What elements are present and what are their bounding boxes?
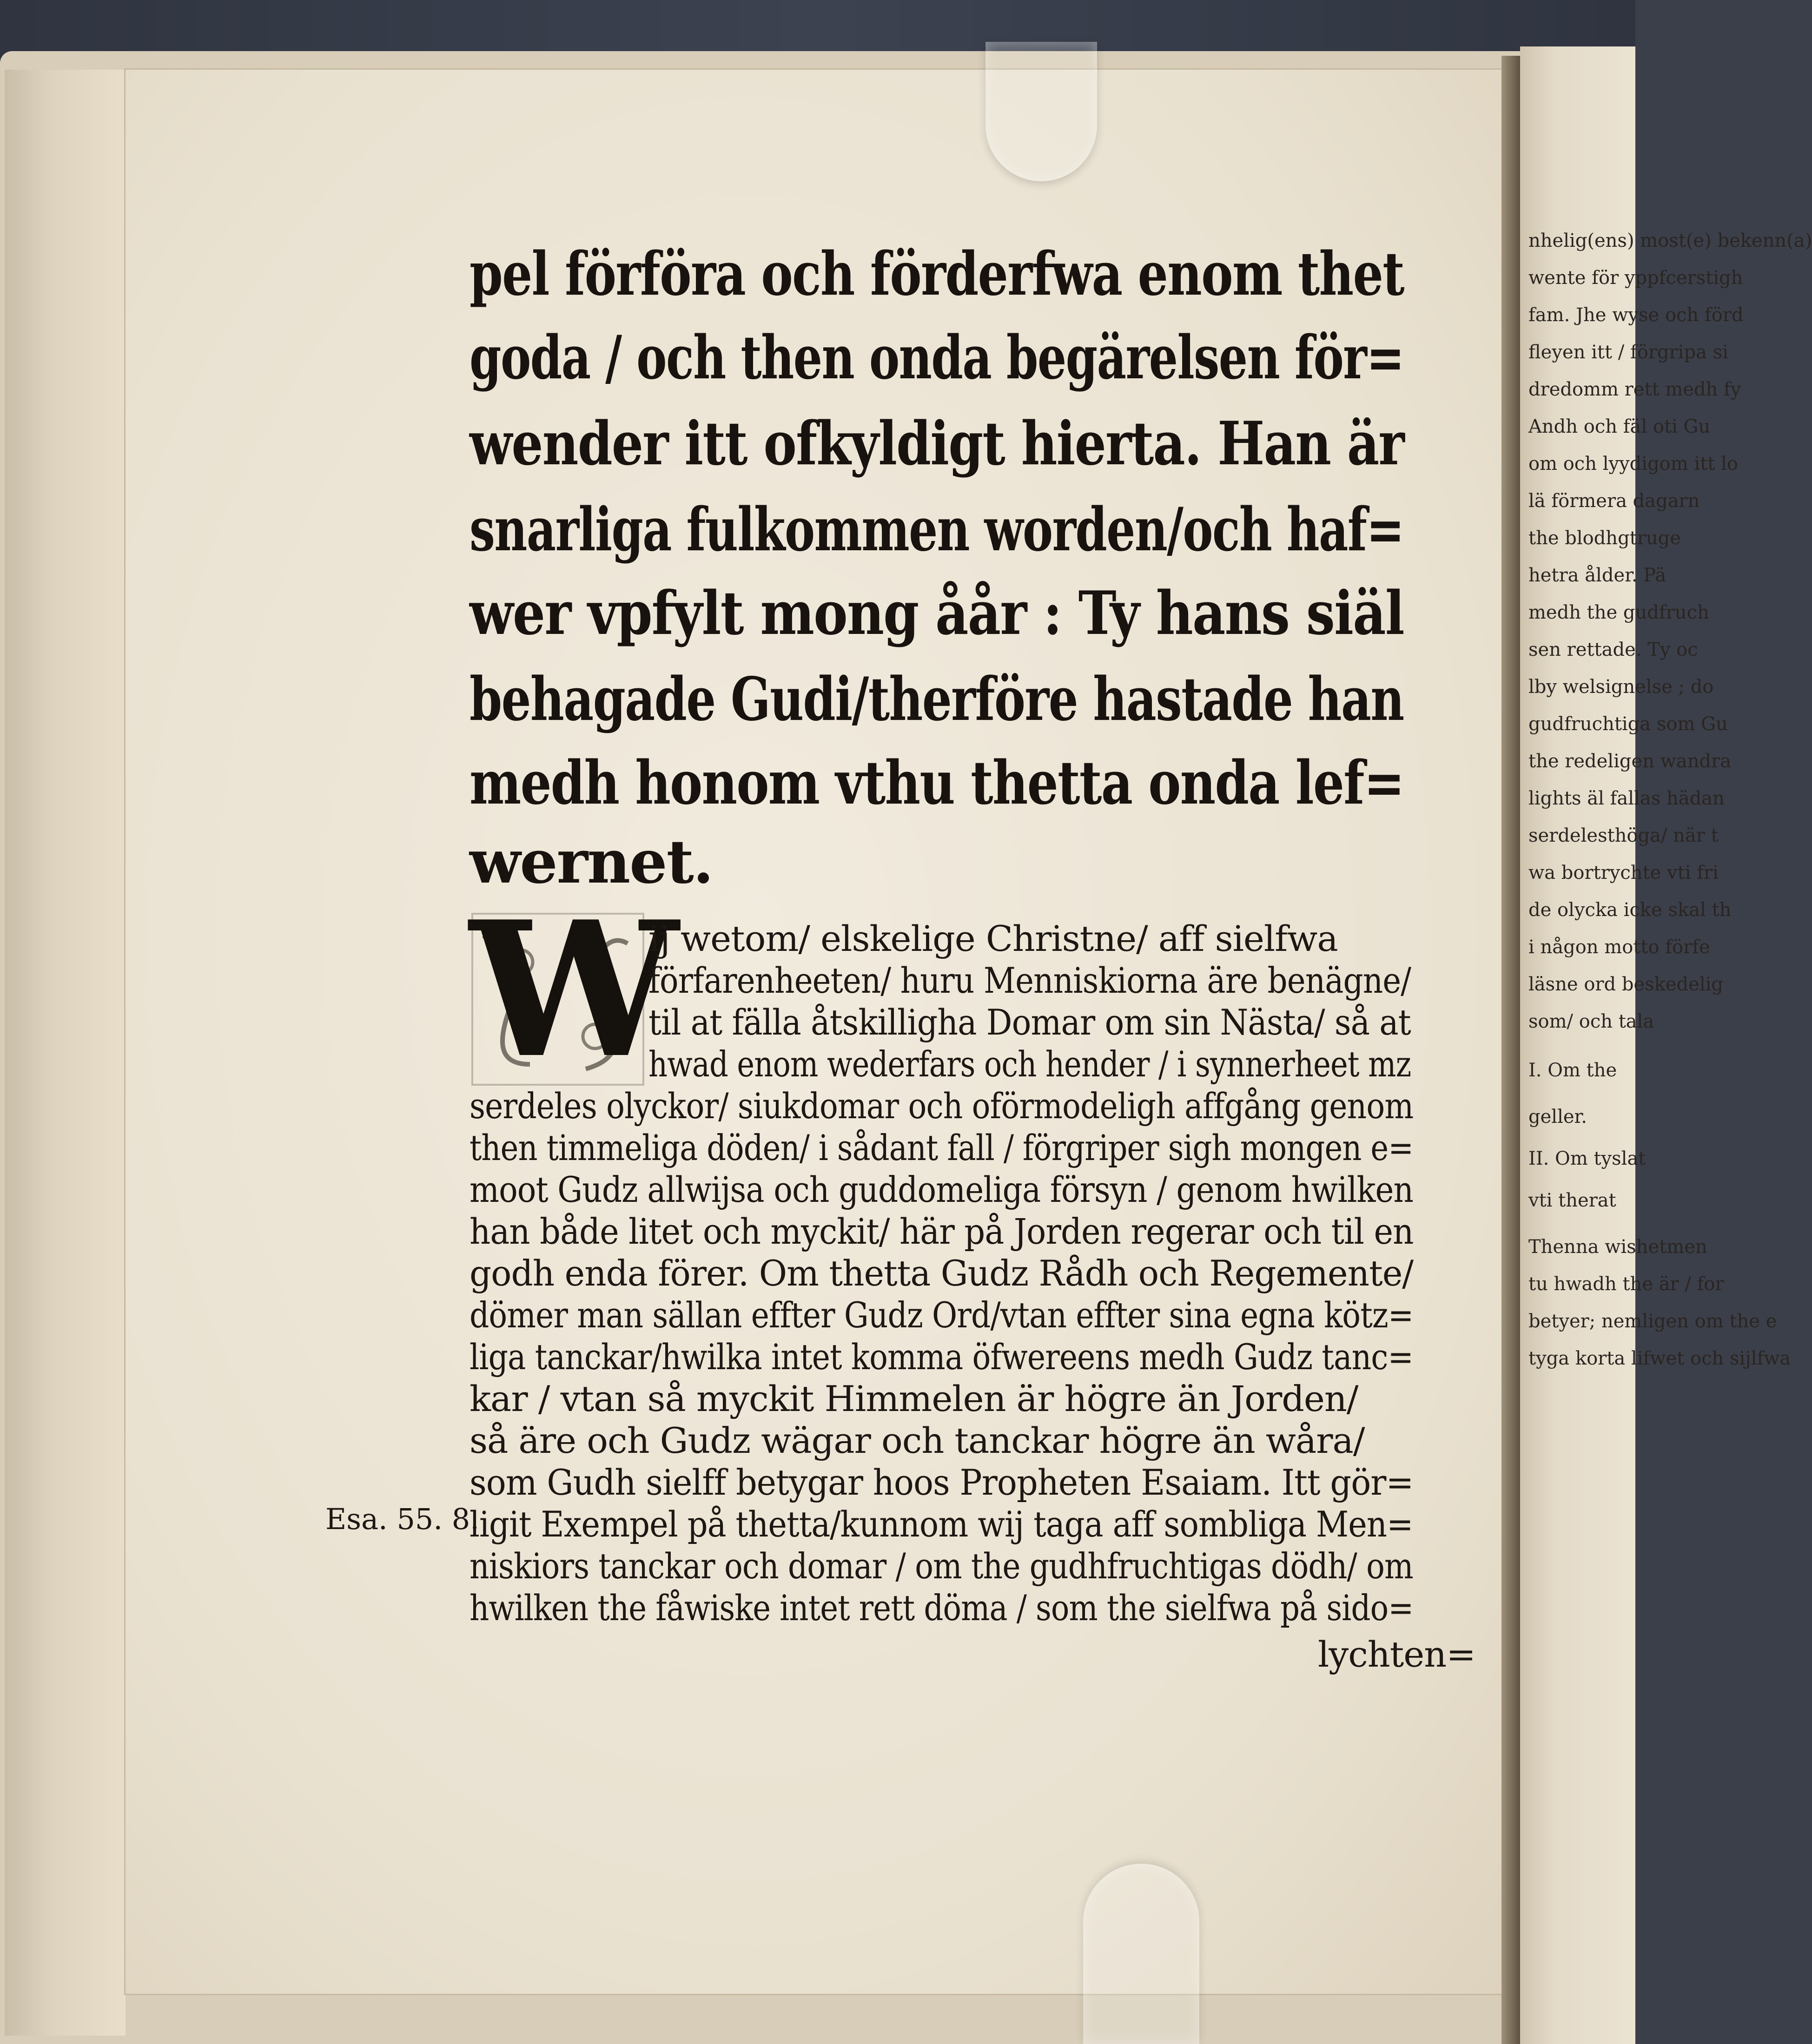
large-line: goda / och then onda begärelsen för=: [470, 323, 1404, 393]
large-line: snarliga fulkommen worden/och haf=: [470, 495, 1404, 565]
right-page-line: som/ och tala: [1528, 1011, 1654, 1032]
initial-letter: W: [470, 881, 679, 1099]
catchword: lychten=: [1318, 1634, 1475, 1675]
right-page-line: lby welsignelse ; do: [1528, 676, 1714, 698]
decorated-initial: [470, 881, 679, 1099]
right-page-line: lights äl fallas hädan: [1528, 788, 1725, 809]
large-line: medh honom vthu thetta onda lef=: [470, 748, 1404, 818]
right-page-line: nhelig(ens) most(e) bekenn(a): [1528, 230, 1812, 251]
right-page: [1520, 46, 1812, 2044]
initial-line: förfarenheeten/ huru Menniskiorna äre benägne/: [648, 960, 1411, 1001]
right-page-line: the blodhgtruge: [1528, 527, 1681, 549]
margin-reference: Esa. 55. 8.: [325, 1502, 479, 1536]
large-line: behagade Gudi/therföre hastade han: [470, 665, 1404, 734]
right-page-line: the redeligen wandra: [1528, 751, 1732, 772]
right-page-line: sen rettade. Ty oc: [1528, 639, 1698, 660]
right-page-line: Thenna wishetmen: [1528, 1236, 1707, 1258]
large-line: wender itt ofkyldigt hierta. Han är: [470, 409, 1404, 479]
glass-weight-top: [985, 42, 1097, 181]
body-line: liga tanckar/hwilka intet komma öfwereens medh Gudz tanc=: [470, 1336, 1414, 1378]
right-page-line: I. Om the: [1528, 1060, 1617, 1081]
large-line: wer vpfylt mong åår : Ty hans siäl: [470, 579, 1404, 648]
initial-line: til at fälla åtskillighа Domar om sin Nästa/ så at: [648, 1002, 1411, 1043]
right-page-line: serdelesthöga/ när t: [1528, 825, 1719, 846]
glass-weight-bottom: [1083, 1864, 1199, 2044]
body-line: så äre och Gudz wägar och tanckar högre än wåra/: [470, 1420, 1365, 1461]
right-page-line: Andh och fäl oti Gu: [1528, 416, 1711, 437]
body-line: ligit Exempel på thetta/kunnom wij taga aff sombliga Men=: [470, 1503, 1413, 1545]
initial-line: hwad enom wederfars och hender / i synnerheet mz: [648, 1043, 1411, 1085]
initial-line: ij wetom/ elskelige Christne/ aff sielfwa: [648, 918, 1338, 959]
body-line: then timmeliga döden/ i sådant fall / förgriper sigh mongen e=: [470, 1127, 1414, 1168]
right-page-line: medh the gudfruch: [1528, 602, 1709, 623]
page-block-edge: [5, 70, 126, 2036]
right-page-line: fam. Jhe wyse och förd: [1528, 304, 1744, 326]
body-line: dömer man sällan effter Gudz Ord/vtan effter sina egna kötz=: [470, 1294, 1414, 1336]
right-page-line: hetra ålder. Pä: [1528, 565, 1667, 586]
body-line: som Gudh sielff betygar hoos Propheten Esaiam. Itt gör=: [470, 1462, 1414, 1503]
right-page-line: de olycka icke skal th: [1528, 899, 1732, 921]
body-line: kar / vtan så myckit Himmelen är högre än Jorden/: [470, 1378, 1358, 1419]
right-page-line: tyga korta lifwet och sijlfwa: [1528, 1348, 1791, 1369]
body-line: niskiors tanckar och domar / om the gudhfruchtigas dödh/ om: [470, 1545, 1413, 1587]
body-line: han både litet och myckit/ här på Jorden regerar och til en: [470, 1211, 1414, 1252]
right-page-line: II. Om tyslat: [1528, 1148, 1646, 1169]
right-page-line: vti therat: [1528, 1190, 1616, 1211]
right-page-line: tu hwadh the är / for: [1528, 1273, 1724, 1295]
right-page-line: gudfruchtiga som Gu: [1528, 713, 1728, 735]
body-line: moot Gudz allwijsa och guddomeliga försyn / genom hwilken: [470, 1169, 1414, 1210]
right-page-line: geller.: [1528, 1106, 1587, 1127]
body-line: godh enda förer. Om thetta Gudz Rådh och Regemente/: [470, 1253, 1414, 1294]
right-page-line: betyer; nemligen om the e: [1528, 1311, 1777, 1332]
right-page-line: om och lyydigom itt lo: [1528, 453, 1738, 475]
right-page-line: dredomm rett medh fy: [1528, 379, 1741, 400]
right-page-line: fleyen itt / förgripa si: [1528, 342, 1728, 363]
right-page-line: i någon motto förfe: [1528, 936, 1710, 958]
right-page-line: lä förmera dagarn: [1528, 490, 1700, 512]
large-line: wernet.: [470, 827, 713, 897]
body-line: serdeles olyckor/ siukdomar och oförmodeligh affgång genom: [470, 1085, 1414, 1127]
right-page-line: wente för yppfcerstigh: [1528, 267, 1743, 289]
right-page-line: läsne ord beskedelig: [1528, 974, 1724, 995]
body-line: hwilken the fåwiske intet rett döma / som the sielfwa på sido=: [470, 1587, 1414, 1629]
right-page-line: wa bortrychte vti fri: [1528, 862, 1719, 884]
large-line: pel förföra och förderfwa enom thet: [470, 239, 1404, 309]
